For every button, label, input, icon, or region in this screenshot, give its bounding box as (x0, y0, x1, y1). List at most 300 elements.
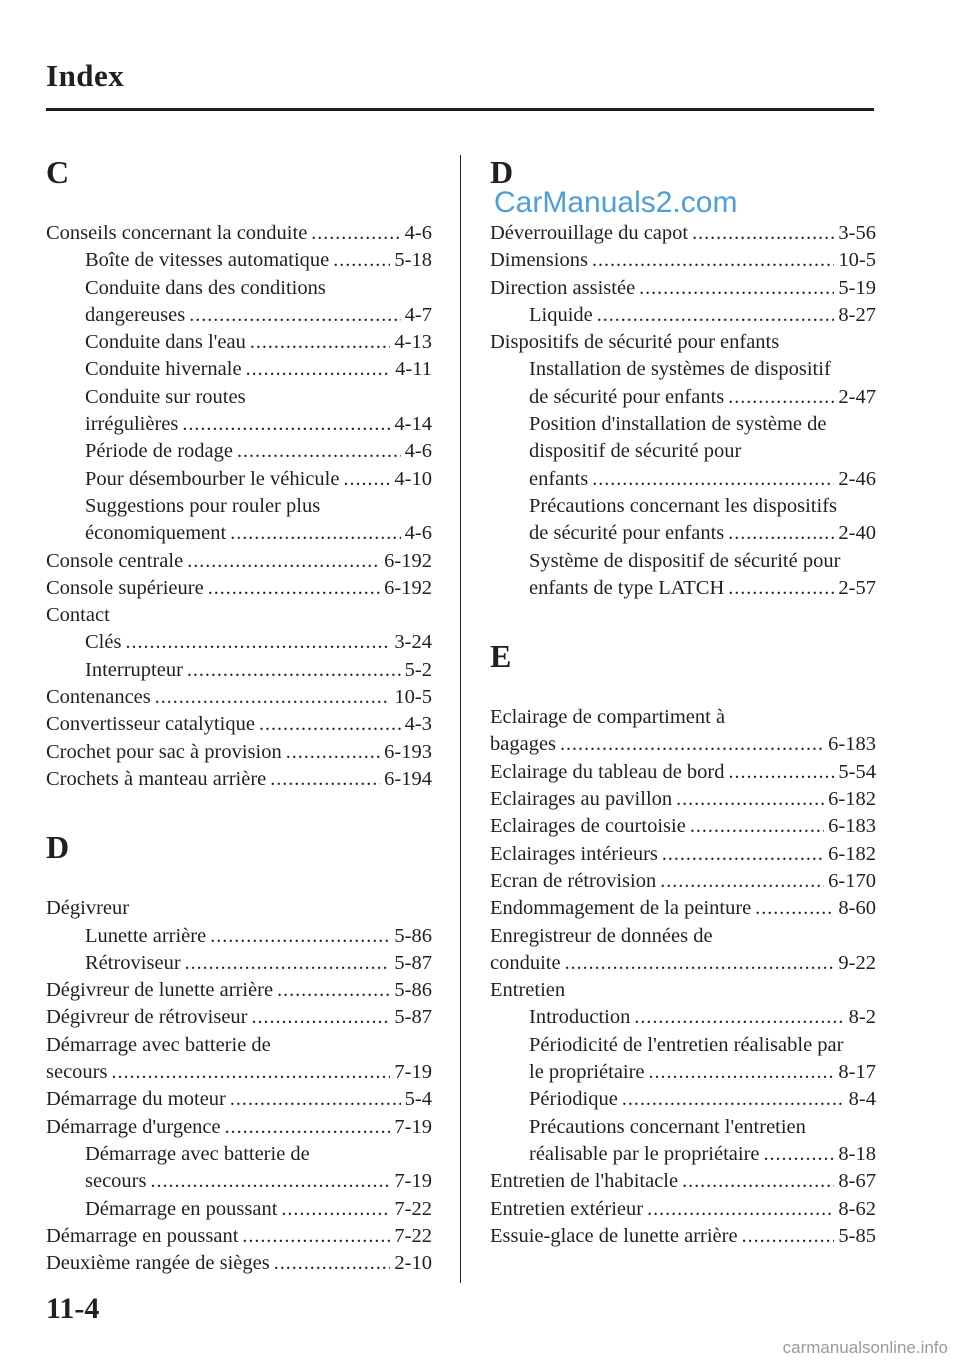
entry-text: enfants de type LATCH (529, 576, 725, 599)
page-reference: 8-4 (848, 1088, 876, 1111)
entry-text: Périodicité de l'entretien réalisable par (529, 1033, 844, 1056)
leader-dots (639, 275, 834, 302)
index-subentry (490, 1004, 876, 1031)
entry-text: Installation de systèmes de dispositif (529, 358, 831, 381)
entry-line (529, 466, 876, 493)
entry-line (85, 950, 432, 977)
entry-line (490, 275, 876, 302)
entry-text: Contact (46, 604, 110, 627)
entry-line (85, 329, 432, 356)
leader-dots (660, 868, 824, 895)
entry-line (490, 704, 876, 731)
page-reference: 6-183 (828, 733, 876, 756)
page-reference: 2-10 (394, 1252, 432, 1275)
entry-line (46, 548, 432, 575)
page-reference: 5-86 (394, 979, 432, 1002)
index-entry (46, 766, 432, 793)
page-reference: 10-5 (394, 686, 432, 709)
entry-text: Boîte de vitesses automatique (85, 249, 330, 272)
leader-dots (649, 1059, 835, 1086)
entry-line (490, 786, 876, 813)
page-reference: 6-183 (828, 815, 876, 838)
index-entry (490, 868, 876, 895)
index-entry (46, 977, 432, 1004)
leader-dots (246, 356, 392, 383)
header-rule (46, 108, 874, 111)
page-number: 11-4 (46, 1292, 100, 1325)
index-entry (490, 895, 876, 922)
index-subentry (46, 923, 432, 950)
entry-text: Eclairage du tableau de bord (490, 760, 725, 783)
page-reference: 8-2 (848, 1006, 876, 1029)
entry-line (46, 1004, 432, 1031)
page-reference: 5-4 (404, 1088, 432, 1111)
page-header-title: Index (46, 58, 125, 93)
index-entry (490, 923, 876, 978)
page-reference: 4-3 (404, 713, 432, 736)
page-reference: 2-47 (838, 385, 876, 408)
entry-text: dangereuses (85, 303, 186, 326)
entry-line (529, 1004, 876, 1031)
entry-line (85, 520, 432, 547)
entry-text: Démarrage avec batterie de (46, 1033, 271, 1056)
leader-dots (270, 766, 380, 793)
entry-text: bagages (490, 733, 557, 756)
leader-dots (676, 786, 824, 813)
entry-line (46, 602, 432, 629)
index-subentry (490, 493, 876, 548)
entry-line (490, 841, 876, 868)
leader-dots (333, 247, 390, 274)
entry-line (85, 923, 432, 950)
index-entry (490, 813, 876, 840)
page-reference: 7-19 (394, 1061, 432, 1084)
index-entry (490, 704, 876, 759)
entry-line (529, 1059, 876, 1086)
entry-line (529, 1141, 876, 1168)
leader-dots (728, 520, 834, 547)
entry-line (529, 493, 876, 520)
entry-text: le propriétaire (529, 1061, 645, 1084)
entry-text: Introduction (529, 1006, 631, 1029)
entry-text: Console supérieure (46, 576, 204, 599)
entry-line (46, 1086, 432, 1113)
page-reference: 5-19 (838, 276, 876, 299)
entry-line (490, 895, 876, 922)
watermark-footer: carmanualsonline.info (782, 1338, 948, 1357)
entry-line (529, 575, 876, 602)
page-reference: 6-182 (828, 842, 876, 865)
index-entry (46, 1250, 432, 1277)
entry-text: Dispositifs de sécurité pour enfants (490, 331, 780, 354)
page-reference: 8-67 (838, 1170, 876, 1193)
entry-line (46, 895, 432, 922)
entry-line (490, 977, 876, 1004)
entry-text: Conduite sur routes (85, 385, 246, 408)
entry-text: Dégivreur de rétroviseur (46, 1006, 248, 1029)
page-reference: 5-86 (394, 924, 432, 947)
leader-dots (189, 302, 400, 329)
index-subentry (490, 1114, 876, 1169)
index-entry (46, 684, 432, 711)
page-reference: 6-192 (384, 576, 432, 599)
leader-dots (155, 684, 391, 711)
page-reference: 4-6 (404, 222, 432, 244)
leader-dots (729, 759, 835, 786)
index-entry (490, 329, 876, 356)
entry-text: Eclairage de compartiment à (490, 706, 726, 729)
entry-line (46, 1114, 432, 1141)
entry-line (46, 684, 432, 711)
index-entry (46, 711, 432, 738)
index-entry (490, 1196, 876, 1223)
page-reference: 8-18 (838, 1142, 876, 1165)
index-subentry (46, 356, 432, 383)
entry-line (85, 247, 432, 274)
entry-text: Pour désembourber le véhicule (85, 467, 340, 490)
entry-text: Système de dispositif de sécurité pour (529, 549, 841, 572)
entry-text: Endommagement de la peinture (490, 897, 752, 920)
index-entry (46, 548, 432, 575)
entry-text: Dimensions (490, 249, 588, 272)
watermark-logo: CarManuals2.com (494, 186, 738, 219)
entry-text: Crochet pour sac à provision (46, 740, 282, 763)
entry-text: Crochets à manteau arrière (46, 767, 267, 790)
index-subentry (490, 1086, 876, 1113)
leader-dots (662, 841, 824, 868)
index-subentry (46, 657, 432, 684)
entry-line (85, 438, 432, 465)
leader-dots (210, 923, 390, 950)
entry-line (85, 1168, 432, 1195)
index-entry (46, 220, 432, 247)
entry-text: Ecran de rétrovision (490, 869, 657, 892)
entry-line (46, 1059, 432, 1086)
entry-text: Précautions concernant l'entretien (529, 1115, 806, 1138)
leader-dots (647, 1196, 834, 1223)
index-entry (490, 220, 876, 247)
index-subentry (490, 411, 876, 493)
entry-text: Direction assistée (490, 276, 636, 299)
entry-text: dispositif de sécurité pour (529, 440, 742, 463)
page-reference: 5-54 (838, 760, 876, 783)
entry-text: Déverrouillage du capot (490, 222, 689, 244)
index-subentry (490, 548, 876, 603)
entry-text: Démarrage du moteur (46, 1088, 226, 1111)
column-divider (460, 155, 461, 1283)
page-reference: 6-182 (828, 788, 876, 811)
index-subentry (490, 356, 876, 411)
entry-line (46, 1032, 432, 1059)
entry-text: Rétroviseur (85, 951, 181, 974)
entry-line (85, 1196, 432, 1223)
leader-dots (692, 220, 834, 247)
leader-dots (187, 548, 380, 575)
leader-dots (742, 1223, 835, 1250)
entry-line (46, 575, 432, 602)
leader-dots (125, 629, 390, 656)
page-reference: 8-27 (838, 303, 876, 326)
index-entry (46, 1223, 432, 1250)
index-entry (490, 786, 876, 813)
leader-dots (230, 1086, 401, 1113)
entry-text: Convertisseur catalytique (46, 713, 255, 736)
entry-line (529, 356, 876, 383)
leader-dots (728, 575, 834, 602)
leader-dots (274, 1250, 391, 1277)
leader-dots (259, 711, 401, 738)
entry-text: Conduite dans l'eau (85, 331, 246, 354)
page-reference: 9-22 (838, 951, 876, 974)
leader-dots (728, 384, 834, 411)
entry-text: Conduite dans des conditions (85, 276, 326, 299)
entry-text: Enregistreur de données de (490, 924, 713, 947)
index-subentry (490, 302, 876, 329)
index-entry (46, 1086, 432, 1113)
index-subentry (46, 1141, 432, 1196)
entry-text: Dégivreur (46, 897, 130, 920)
index-subentry (46, 275, 432, 330)
entry-text: conduite (490, 951, 561, 974)
entry-text: Eclairages intérieurs (490, 842, 658, 865)
page-reference: 5-87 (394, 1006, 432, 1029)
entry-text: Démarrage en poussant (46, 1224, 239, 1247)
entry-line (46, 220, 432, 247)
entry-line (85, 411, 432, 438)
page-reference: 4-14 (394, 413, 432, 436)
leader-dots (250, 329, 391, 356)
entry-text: Essuie-glace de lunette arrière (490, 1224, 738, 1247)
entry-line (85, 1141, 432, 1168)
page-reference: 2-57 (838, 576, 876, 599)
leader-dots (150, 1168, 390, 1195)
page-reference: 2-46 (838, 467, 876, 490)
leader-dots (622, 1086, 845, 1113)
entry-line (85, 629, 432, 656)
entry-line (490, 759, 876, 786)
leader-dots (343, 466, 390, 493)
entry-line (490, 813, 876, 840)
entry-text: Démarrage en poussant (85, 1197, 278, 1220)
page-reference: 5-87 (394, 951, 432, 974)
entry-text: Eclairages de courtoisie (490, 815, 686, 838)
entry-line (529, 1086, 876, 1113)
index-entry (490, 247, 876, 274)
entry-line (85, 275, 432, 302)
index-entry (46, 1114, 432, 1141)
entry-line (490, 923, 876, 950)
leader-dots (286, 739, 380, 766)
entry-line (529, 438, 876, 465)
page-reference: 7-19 (394, 1115, 432, 1138)
page-reference: 8-17 (838, 1061, 876, 1084)
leader-dots (592, 466, 834, 493)
entry-text: Démarrage avec batterie de (85, 1142, 310, 1165)
entry-text: Périodique (529, 1088, 618, 1111)
entry-line (529, 548, 876, 575)
entry-text: Entretien extérieur (490, 1197, 644, 1220)
page-reference: 4-10 (394, 467, 432, 490)
page-reference: 4-6 (404, 522, 432, 545)
leader-dots (185, 950, 391, 977)
entry-text: Console centrale (46, 549, 184, 572)
section-letter: D (46, 829, 70, 866)
entry-text: Entretien de l'habitacle (490, 1170, 679, 1193)
index-entry (490, 759, 876, 786)
entry-text: Contenances (46, 686, 151, 709)
entry-line (490, 329, 876, 356)
leader-dots (277, 977, 390, 1004)
entry-line (85, 302, 432, 329)
page-reference: 3-56 (838, 222, 876, 244)
page-reference: 4-13 (394, 331, 432, 354)
entry-text: Suggestions pour rouler plus (85, 494, 321, 517)
entry-line (529, 1032, 876, 1059)
entry-line (490, 1168, 876, 1195)
entry-text: de sécurité pour enfants (529, 385, 725, 408)
entry-text: Entretien (490, 979, 566, 1002)
page-reference: 6-192 (384, 549, 432, 572)
leader-dots (311, 220, 400, 247)
index-entry (46, 602, 432, 629)
entry-text: irrégulières (85, 413, 179, 436)
page-reference: 10-5 (838, 249, 876, 272)
entry-line (529, 1114, 876, 1141)
leader-dots (592, 247, 834, 274)
entry-text: Interrupteur (85, 658, 183, 681)
page-reference: 3-24 (394, 631, 432, 654)
index-subentry (46, 950, 432, 977)
page-reference: 4-11 (395, 358, 432, 381)
entry-text: Eclairages au pavillon (490, 788, 673, 811)
leader-dots (242, 1223, 390, 1250)
index-subentry (46, 466, 432, 493)
index-subentry (490, 1032, 876, 1087)
entry-line (490, 220, 876, 247)
entry-text: Position d'installation de système de (529, 413, 827, 436)
leader-dots (597, 302, 835, 329)
leader-dots (187, 657, 401, 684)
entry-line (490, 950, 876, 977)
entry-line (529, 384, 876, 411)
leader-dots (182, 411, 390, 438)
index-subentry (46, 438, 432, 465)
page-reference: 8-60 (838, 897, 876, 920)
entry-text: de sécurité pour enfants (529, 522, 725, 545)
index-subentry (46, 329, 432, 356)
entry-text: Conduite hivernale (85, 358, 242, 381)
index-subentry (46, 493, 432, 548)
index-entry (490, 1168, 876, 1195)
entry-text: enfants (529, 467, 589, 490)
entry-line (46, 711, 432, 738)
section-letter: D (490, 154, 514, 190)
entry-line (490, 1196, 876, 1223)
page-reference: 5-2 (404, 658, 432, 681)
page-reference: 7-22 (394, 1197, 432, 1220)
leader-dots (252, 1004, 391, 1031)
entry-text: secours (46, 1061, 108, 1084)
index-entry (46, 1032, 432, 1087)
index-entry (46, 739, 432, 766)
entry-line (85, 356, 432, 383)
entry-text: Lunette arrière (85, 924, 207, 947)
entry-text: réalisable par le propriétaire (529, 1142, 760, 1165)
leader-dots (565, 950, 835, 977)
entry-text: secours (85, 1170, 147, 1193)
page-reference: 5-18 (394, 249, 432, 272)
entry-line (85, 466, 432, 493)
leader-dots (230, 520, 400, 547)
index-subentry (46, 629, 432, 656)
leader-dots (237, 438, 401, 465)
index-entry (46, 575, 432, 602)
page-reference: 5-85 (838, 1224, 876, 1247)
entry-line (490, 868, 876, 895)
leader-dots (764, 1141, 835, 1168)
index-entry (490, 977, 876, 1004)
leader-dots (634, 1004, 844, 1031)
page-reference: 4-7 (404, 303, 432, 326)
page-reference: 6-193 (384, 740, 432, 763)
entry-line (490, 731, 876, 758)
entry-text: économiquement (85, 522, 227, 545)
index-column-right (490, 148, 876, 1250)
section-letter: C (46, 154, 70, 190)
entry-text: Deuxième rangée de sièges (46, 1252, 270, 1275)
page-reference: 2-40 (838, 522, 876, 545)
leader-dots (682, 1168, 834, 1195)
entry-text: Conseils concernant la conduite (46, 222, 308, 244)
leader-dots (560, 731, 824, 758)
leader-dots (690, 813, 824, 840)
entry-line (46, 977, 432, 1004)
entry-line (85, 657, 432, 684)
entry-line (46, 1250, 432, 1277)
index-subentry (46, 384, 432, 439)
entry-text: Clés (85, 631, 122, 654)
leader-dots (755, 895, 834, 922)
entry-line (529, 411, 876, 438)
section-letter: E (490, 638, 512, 675)
page-reference: 6-194 (384, 767, 432, 790)
entry-text: Liquide (529, 303, 593, 326)
index-entry (46, 895, 432, 922)
entry-line (85, 493, 432, 520)
page-reference: 8-62 (838, 1197, 876, 1220)
page-reference: 4-6 (404, 440, 432, 463)
page-reference: 7-22 (394, 1224, 432, 1247)
page-reference: 7-19 (394, 1170, 432, 1193)
index-column-left (46, 148, 432, 1277)
entry-text: Période de rodage (85, 440, 233, 463)
index-entry (490, 1223, 876, 1250)
entry-line (490, 247, 876, 274)
leader-dots (111, 1059, 390, 1086)
leader-dots (225, 1114, 391, 1141)
leader-dots (281, 1196, 390, 1223)
index-entry (490, 841, 876, 868)
entry-text: Précautions concernant les dispositifs (529, 494, 838, 517)
leader-dots (208, 575, 380, 602)
entry-line (529, 520, 876, 547)
page-reference: 6-170 (828, 869, 876, 892)
entry-line (46, 739, 432, 766)
entry-line (46, 1223, 432, 1250)
entry-line (46, 766, 432, 793)
entry-line (85, 384, 432, 411)
entry-line (529, 302, 876, 329)
